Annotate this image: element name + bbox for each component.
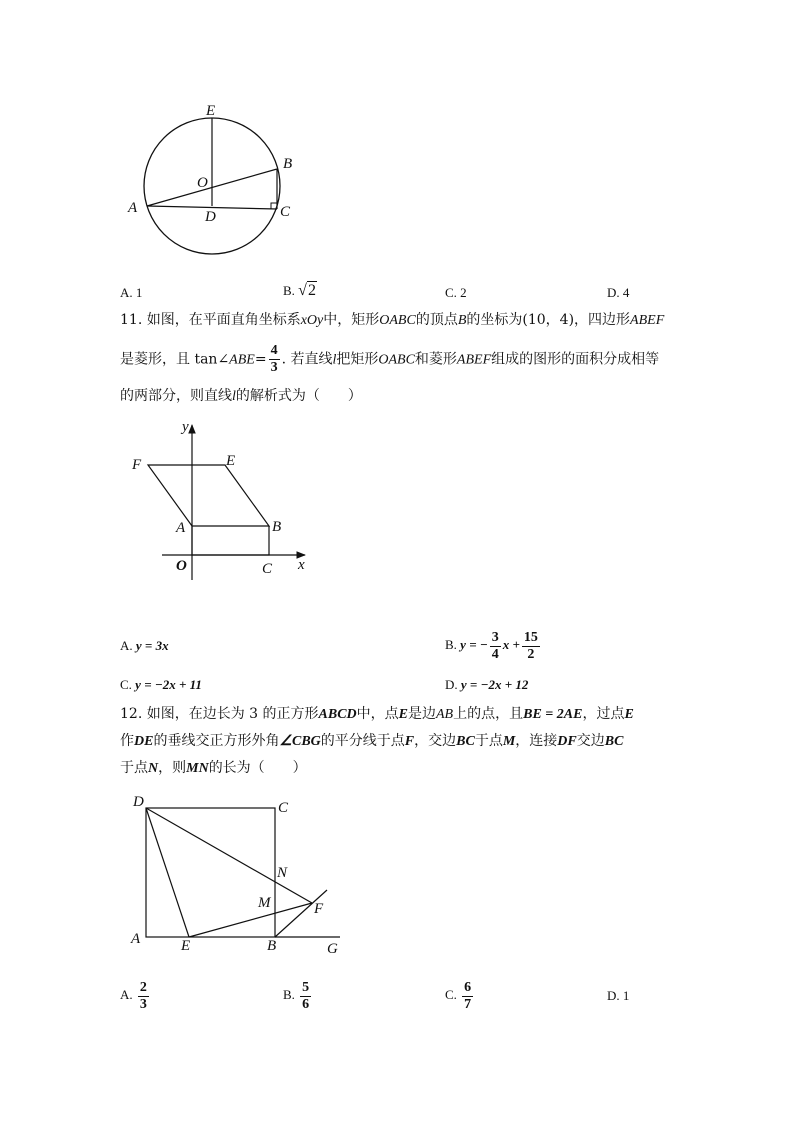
q12-frac-den: 3 — [139, 996, 147, 1012]
q12-math: BC — [456, 734, 475, 749]
q11-option-b-mid: x + — [502, 637, 520, 652]
q11-math: OABC — [378, 352, 415, 368]
q11-math: OABC — [379, 313, 416, 328]
q11-option-c[interactable] — [120, 675, 202, 695]
q12-text: 的长为（ ） — [208, 760, 307, 776]
q12-option-d[interactable] — [607, 986, 629, 1006]
q12-line-2 — [120, 731, 623, 752]
q11-option-d[interactable] — [445, 675, 528, 695]
q11-text: 的坐标为(10，4)，四边形 — [466, 312, 631, 328]
q11-text: 的两部分，则直线 — [120, 388, 232, 404]
q11-text: 的解析式为（ ） — [235, 388, 362, 404]
q11-option-a[interactable] — [120, 636, 169, 656]
q10-option-d-label: D. — [607, 285, 620, 300]
q10-label-E: E — [206, 103, 216, 119]
q12-text: 于点 — [120, 760, 148, 776]
q12-label-E: E — [181, 938, 191, 954]
q12-label-A: A — [131, 931, 141, 947]
q12-segment-DF — [146, 808, 312, 903]
q12-number: 12. — [120, 706, 143, 722]
q12-text: ，连接 — [515, 733, 558, 749]
q11-text: 和菱形 — [414, 351, 457, 368]
q12-option-a-label: A. — [120, 987, 133, 1002]
q12-text: 中，点 — [356, 706, 399, 722]
q12-option-b-frac — [300, 981, 311, 1012]
q10-option-a[interactable] — [120, 283, 142, 303]
q11-option-a-expr: y = 3x — [135, 638, 169, 653]
q11-coordinate-figure — [120, 415, 320, 585]
q12-frac-num: 6 — [464, 979, 472, 995]
q11-frac-num: 3 — [491, 629, 499, 645]
q10-circle-figure — [120, 95, 320, 270]
q12-math: AB — [436, 707, 454, 722]
q11-option-b-pre: y = − — [460, 637, 488, 652]
q10-option-c[interactable] — [445, 283, 467, 303]
q12-label-D: D — [133, 794, 144, 810]
q11-tan-fraction — [269, 344, 280, 375]
q12-label-M: M — [258, 895, 271, 911]
q11-math: l — [232, 389, 236, 404]
q12-text: 交边 — [576, 733, 605, 749]
q11-text: = — [254, 351, 267, 368]
q12-text: 于点 — [474, 733, 503, 749]
q12-label-B: B — [267, 938, 277, 954]
q12-math: BE = 2AE — [523, 707, 583, 722]
q11-label-E: E — [226, 453, 236, 469]
q12-text: ，则 — [158, 760, 187, 776]
q12-math: N — [148, 761, 159, 776]
q10-option-d[interactable] — [607, 283, 629, 303]
q12-math: DF — [557, 734, 577, 749]
q10-option-a-label: A. — [120, 285, 133, 300]
q11-math: ABE — [229, 352, 255, 368]
q12-label-N: N — [277, 865, 288, 881]
q11-text: 把矩形 — [336, 351, 379, 368]
q11-frac-den: 2 — [527, 646, 535, 662]
q12-text: ，交边 — [414, 733, 457, 749]
q12-label-C: C — [278, 800, 289, 816]
q12-text: 如图，在边长为 3 的正方形 — [146, 706, 319, 722]
q10-label-O: O — [197, 175, 208, 191]
q12-text: 的平分线于点 — [320, 733, 405, 749]
q11-text: 的顶点 — [415, 312, 458, 328]
q11-text: 是菱形，且 tan∠ — [120, 351, 230, 368]
q11-label-B: B — [272, 519, 282, 535]
q11-math: l — [332, 352, 337, 368]
q12-square-figure — [120, 790, 360, 965]
q11-text: 如图，在平面直角坐标系 — [146, 312, 301, 328]
q10-option-c-value: 2 — [460, 285, 467, 300]
q11-text: 中，矩形 — [323, 312, 380, 328]
q11-label-C: C — [262, 561, 273, 577]
q11-line-1 — [120, 310, 664, 331]
q12-option-b[interactable] — [283, 976, 313, 1014]
q12-math: M — [502, 734, 516, 749]
q11-math: xOy — [300, 313, 324, 328]
q11-option-b-frac2 — [522, 631, 540, 662]
q12-math: E — [398, 707, 408, 722]
q12-option-d-label: D. — [607, 988, 620, 1003]
q12-label-F: F — [314, 901, 324, 917]
q11-option-b-frac1 — [490, 631, 501, 662]
q11-text: . 若直线 — [281, 351, 333, 368]
q11-option-b-label: B. — [445, 637, 457, 652]
q11-math: ABEF — [630, 313, 665, 328]
q12-line-1 — [120, 704, 634, 725]
q10-option-b-label: B. — [283, 283, 295, 298]
q11-text: 组成的图形的面积分成相等 — [491, 351, 660, 368]
q11-frac-num: 4 — [270, 343, 278, 358]
q10-option-b[interactable] — [283, 281, 317, 301]
q12-option-d-value: 1 — [622, 988, 630, 1003]
q11-label-A: A — [176, 520, 186, 536]
q11-option-a-label: A. — [120, 638, 133, 653]
q12-segment-DE — [146, 808, 189, 937]
q11-label-x: x — [298, 557, 305, 573]
q10-option-a-value: 1 — [135, 285, 143, 300]
q11-math: ABEF — [456, 352, 492, 368]
q12-text: ，过点 — [582, 706, 625, 722]
q10-label-B: B — [283, 156, 293, 172]
q12-label-G: G — [327, 941, 338, 957]
q11-rectangle-OABC — [192, 526, 269, 555]
q11-math: B — [457, 313, 467, 328]
q11-option-c-expr: y = −2x + 11 — [135, 677, 202, 692]
q12-text: 上的点，且 — [453, 706, 524, 722]
q10-option-c-label: C. — [445, 285, 457, 300]
q12-square-ABCD — [146, 808, 275, 937]
q11-frac-num: 15 — [523, 629, 538, 645]
q10-option-d-value: 4 — [622, 285, 630, 300]
q12-text: 的垂线交正方形外角 — [153, 733, 280, 749]
q12-math: BC — [604, 734, 624, 749]
q12-option-a-frac — [138, 981, 149, 1012]
q12-option-b-label: B. — [283, 987, 295, 1002]
q12-option-c-frac — [462, 981, 473, 1012]
q11-option-b[interactable] — [445, 626, 542, 664]
q12-math: F — [404, 734, 415, 749]
q11-option-d-expr: y = −2x + 12 — [460, 677, 529, 692]
q12-frac-den: 7 — [464, 996, 472, 1012]
q12-math: ABCD — [318, 707, 357, 722]
q11-frac-den: 3 — [270, 360, 278, 375]
q12-frac-num: 5 — [302, 979, 310, 995]
q10-label-D: D — [205, 209, 216, 225]
q12-math: ∠CBG — [279, 734, 321, 749]
q12-line-3 — [120, 758, 307, 779]
q11-option-c-label: C. — [120, 677, 132, 692]
q11-line-2 — [120, 344, 659, 375]
q12-text: 作 — [120, 733, 134, 749]
q12-option-c[interactable] — [445, 976, 475, 1014]
q12-frac-num: 2 — [139, 979, 147, 995]
q11-line-3 — [120, 386, 362, 407]
q11-label-O: O — [176, 558, 187, 574]
q10-option-b-value: 2 — [307, 282, 316, 299]
q12-option-c-label: C. — [445, 987, 457, 1002]
q12-math: DE — [134, 734, 154, 749]
q11-label-F: F — [132, 457, 142, 473]
q10-label-A: A — [128, 200, 138, 216]
q12-text: 是边 — [408, 706, 436, 722]
q11-rhombus-ABEF — [148, 465, 269, 526]
q11-frac-den: 4 — [491, 646, 499, 662]
q12-math: E — [624, 707, 634, 722]
q11-label-y: y — [182, 419, 189, 435]
q10-option-b-sqrt: √2 — [298, 282, 316, 299]
q11-option-d-label: D. — [445, 677, 458, 692]
q12-math: MN — [186, 761, 209, 776]
q11-number: 11. — [120, 312, 143, 328]
q10-label-C: C — [280, 204, 291, 220]
q12-frac-den: 6 — [302, 996, 310, 1012]
q12-option-a[interactable] — [120, 976, 151, 1014]
